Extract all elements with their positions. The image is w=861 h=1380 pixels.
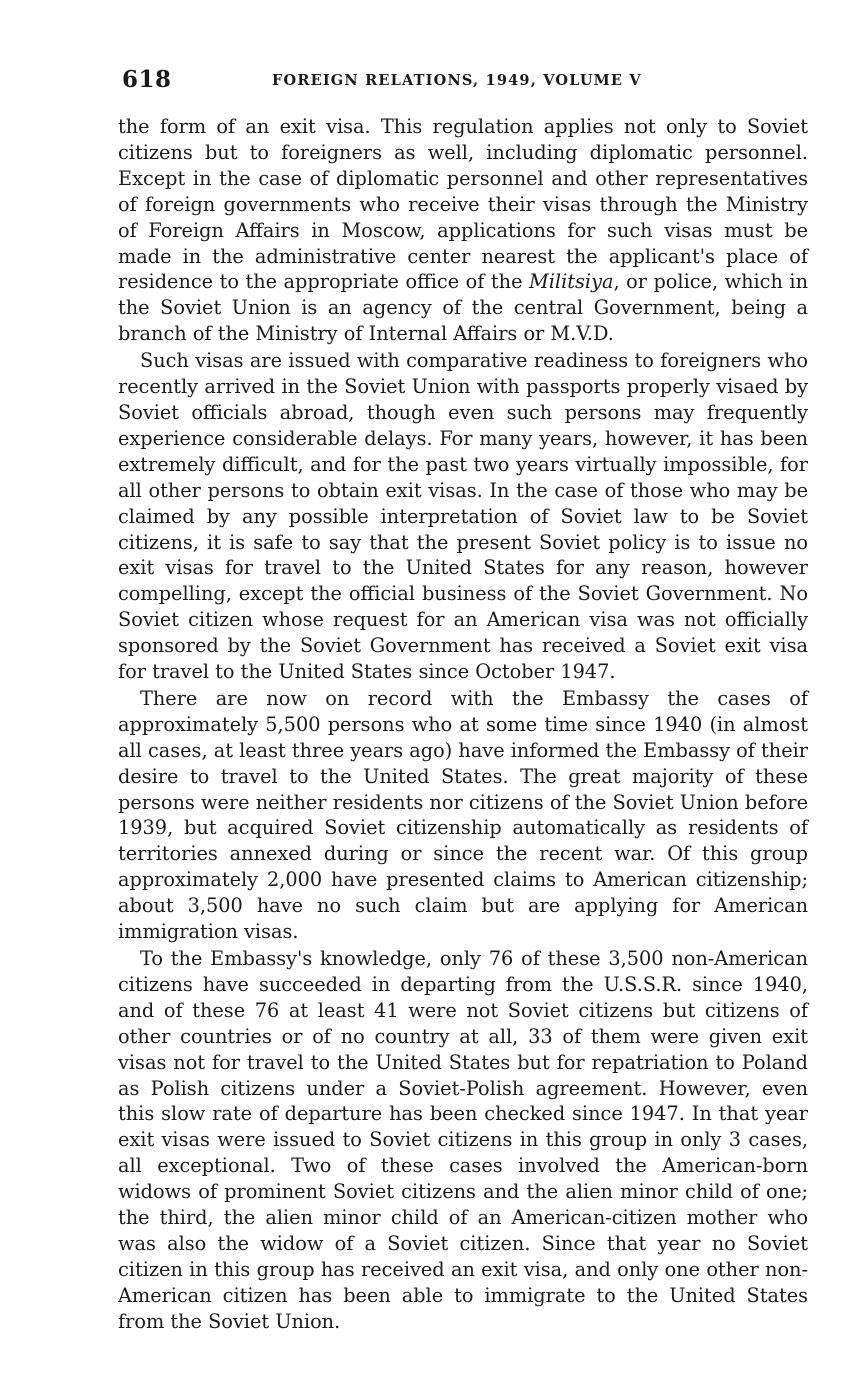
body-text xyxy=(118,114,808,1335)
paragraph: Such visas are issued with comparative readiness to foreigners who recently arrived in the Soviet Union with passports properly visaed by Soviet officials abroad, though even such persons may frequently experience considerable delays. For many years, however, it has been extremely difficult, and for the past two years virtually impossible, for all other persons to obtain exit visas. In the case of those who may be claimed by any possible interpretation of Soviet law to be Soviet citizens, it is safe to say that the present Soviet policy is to issue no exit visas for travel to the United States for any reason, however compelling, except the official business of the Soviet Government. No Soviet citizen whose request for an American visa was not officially sponsored by the Soviet Government has received a Soviet exit visa for travel to the United States since October 1947. xyxy=(118,349,808,684)
page-number: 618 xyxy=(122,66,172,93)
page-header xyxy=(122,66,742,96)
paragraph-text: the form of an exit visa. This regulation applies not only to Soviet citizens but to foreigners as well, including diplomatic personnel. Except in the case of diplomatic personnel and other representatives of foreign governments who receive their visas through the Ministry of Foreign Affairs in Moscow, applications for such visas must be made in the administrative center nearest the applicant's place of residence to the appropriate office of the xyxy=(118,115,808,294)
italic-term: Militsiya xyxy=(529,270,614,294)
paragraph-continued xyxy=(118,114,808,347)
paragraph-text: , or police, which in the Soviet Union is an agency of the central Government, being a branch of the Ministry of Internal Affairs or M.V.D. xyxy=(118,270,809,346)
paragraph: There are now on record with the Embassy the cases of approximately 5,500 persons who at some time since 1940 (in almost all cases, at least three years ago) have informed the Embassy of their desire to travel to the United States. The great majority of these persons were neither residents nor citizens of the Soviet Union before 1939, but acquired Soviet citizenship automatically as residents of territories annexed during or since the recent war. Of this group approximately 2,000 have presented claims to American citizenship; about 3,500 have no such claim but are applying for American immigration visas. xyxy=(118,686,809,944)
running-head: FOREIGN RELATIONS, 1949, VOLUME V xyxy=(272,72,642,89)
paragraph: To the Embassy's knowledge, only 76 of these 3,500 non-American citizens have succeeded in departing from the U.S.S.R. since 1940, and of these 76 at least 41 were not Soviet citizens but citizens of other countries or of no country at all, 33 of them were given exit visas not for travel to the United States but for repatriation to Poland as Polish citizens under a Soviet-Polish agreement. However, even this slow rate of departure has been checked since 1947. In that year exit visas were issued to Soviet citizens in this group in only 3 cases, all exceptional. Two of these cases involved the American-born widows of prominent Soviet citizens and the alien minor child of one; the third, the alien minor child of an American-citizen mother who was also the widow of a Soviet citizen. Since that year no Soviet citizen in this group has received an exit visa, and only one other non-American citizen has been able to immigrate to the United States from the Soviet Union. xyxy=(118,947,808,1333)
